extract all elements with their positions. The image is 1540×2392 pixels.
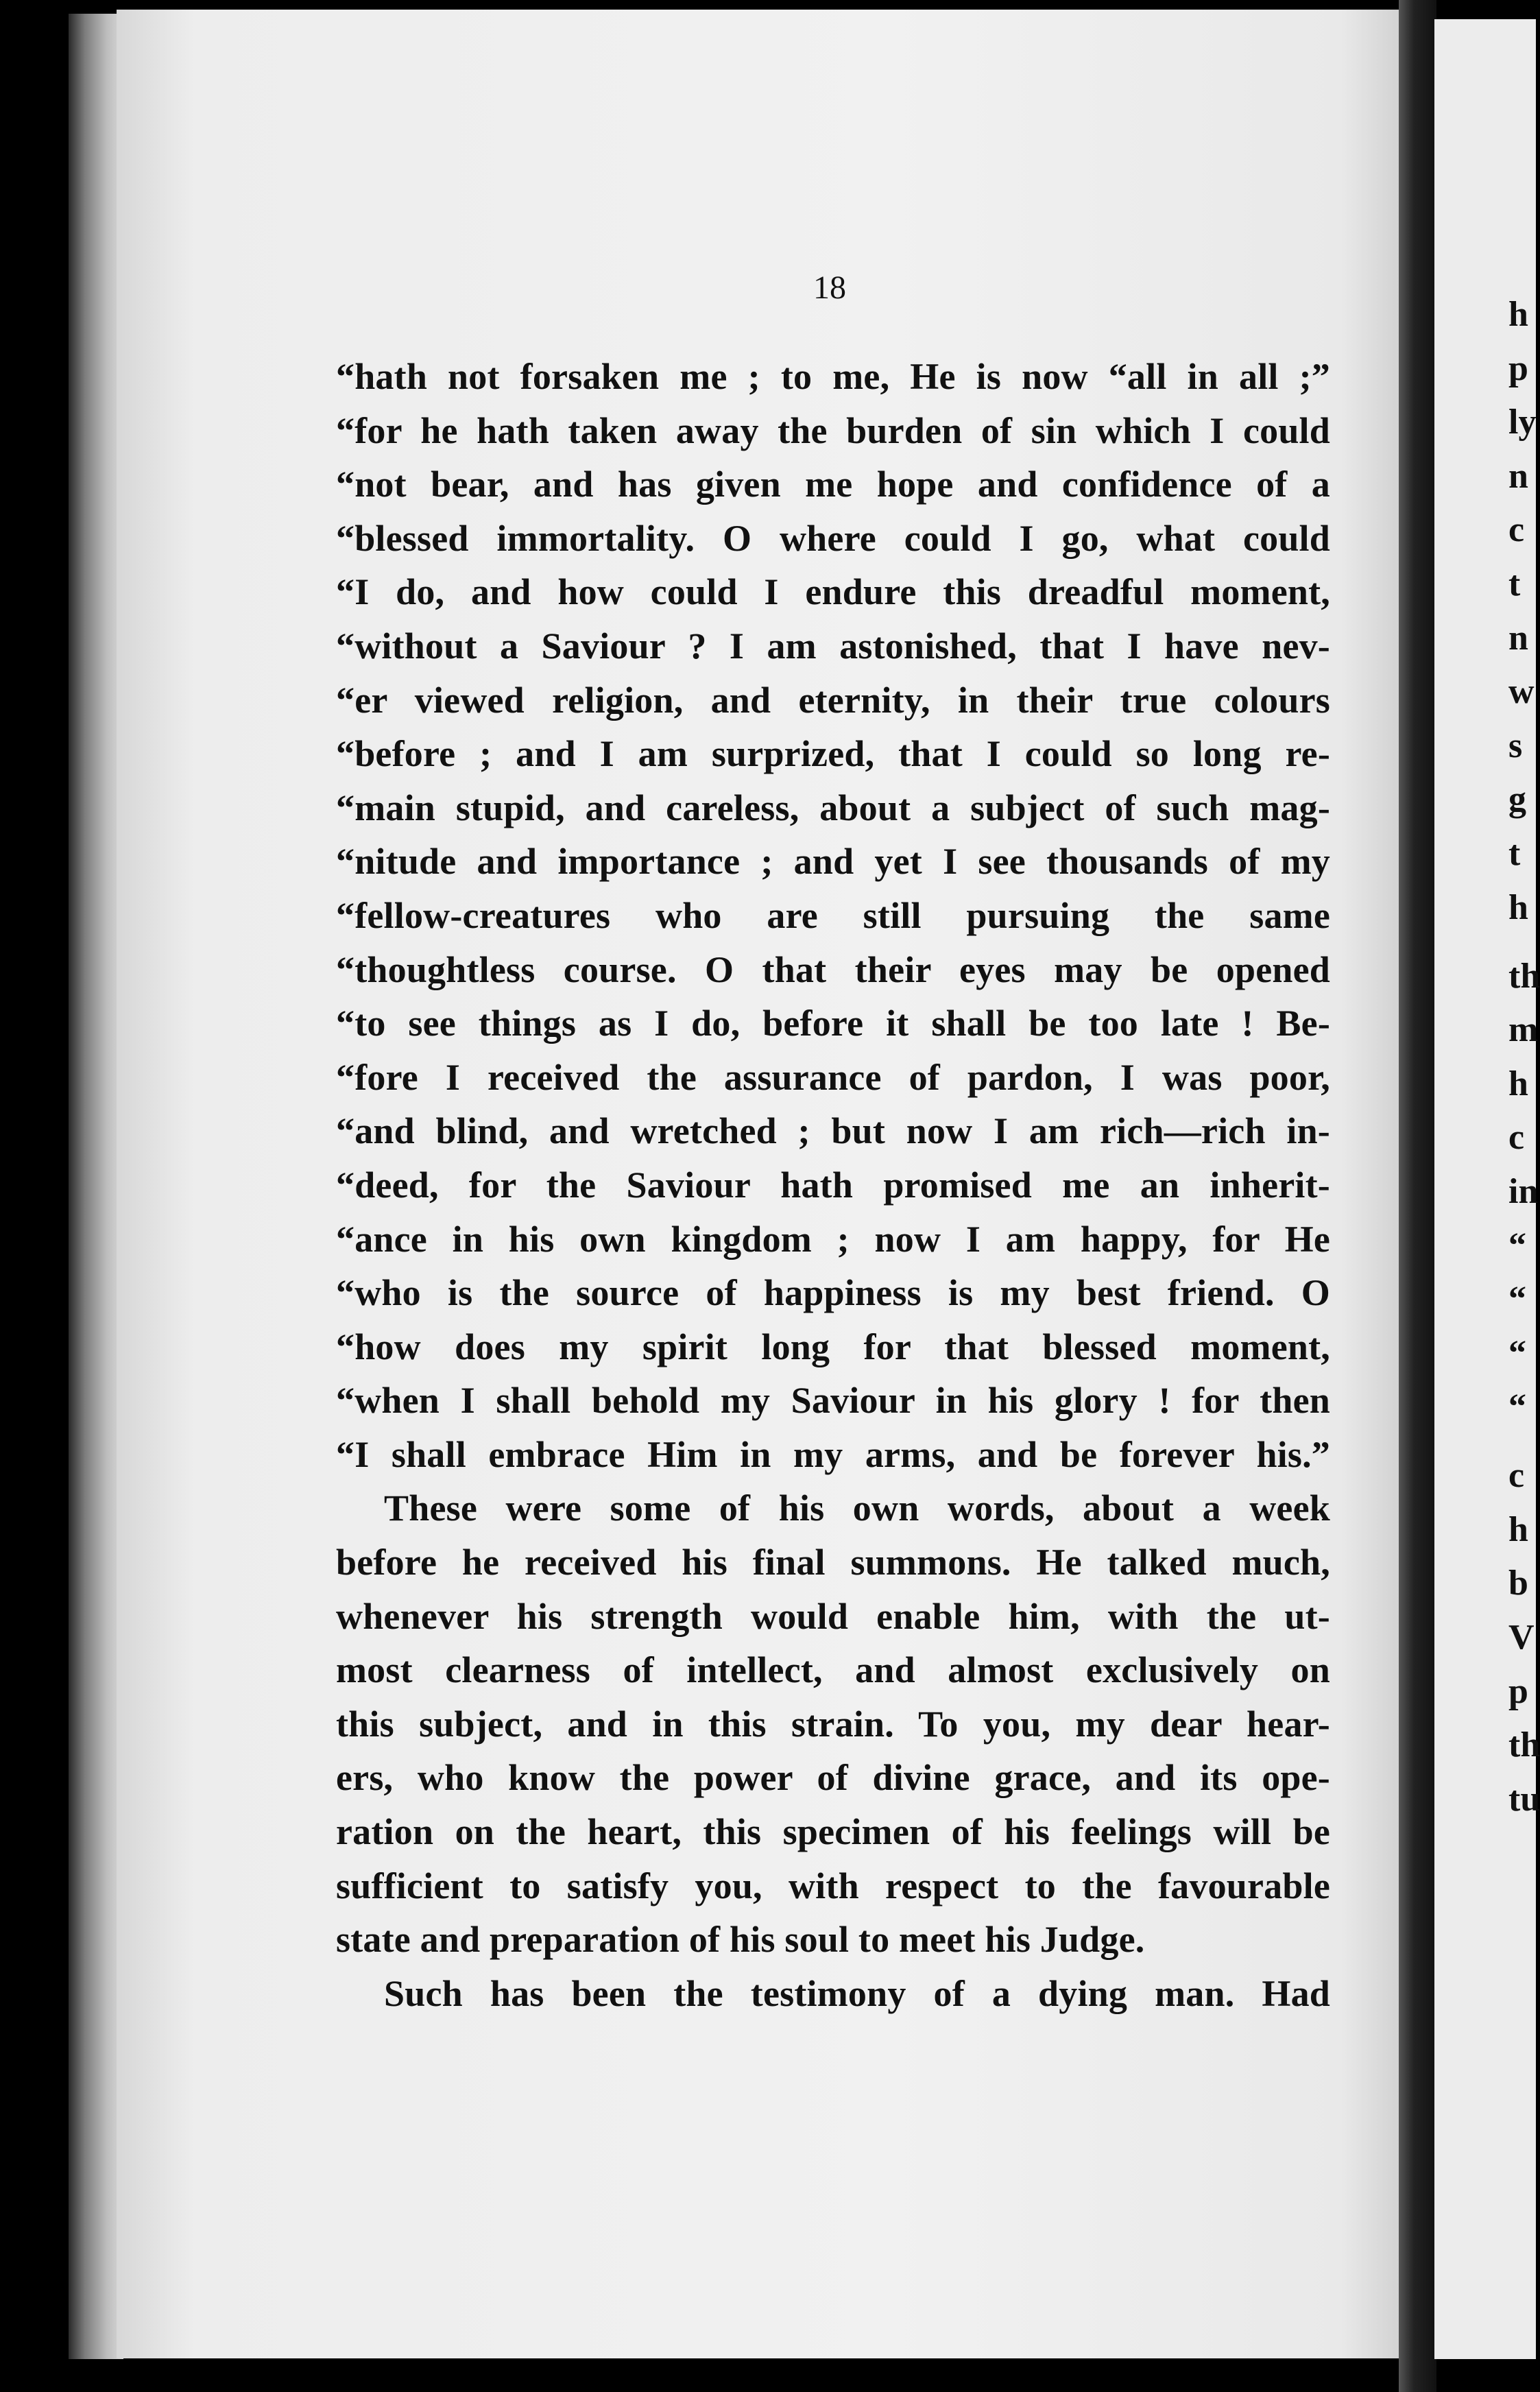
book-gutter [1399, 0, 1436, 2392]
fragment: “ [1508, 1280, 1526, 1319]
text-line: “I shall embrace Him in my arms, and be forever his.” [336, 1433, 1330, 1475]
fragment: h [1508, 887, 1528, 927]
fragment: V [1508, 1618, 1535, 1658]
text-line: “thoughtless course. O that their eyes may be opened [336, 948, 1330, 990]
text-line: this subject, and in this strain. To you, my dear hear- [336, 1703, 1330, 1745]
text-line: “main stupid, and careless, about a subject of such mag- [336, 787, 1330, 828]
text-line: “hath not forsaken me ; to me, He is now “all in all ;” [336, 356, 1330, 397]
text-line: “without a Saviour ? I am astonished, that I have nev- [336, 625, 1330, 667]
text-line: most clearness of intellect, and almost exclusively on [336, 1649, 1330, 1691]
fragment: t [1508, 833, 1521, 873]
fragment: in [1508, 1171, 1539, 1211]
fragment: ly [1508, 403, 1537, 442]
fragment: s [1508, 726, 1523, 765]
text-line: ration on the heart, this specimen of his feelings will be [336, 1811, 1330, 1853]
text-line: whenever his strength would enable him, with the ut- [336, 1595, 1330, 1637]
text-line: “before ; and I am surprized, that I could so long re- [336, 733, 1330, 775]
text-line: “deed, for the Saviour hath promised me an inherit- [336, 1164, 1330, 1206]
paragraph-start-line: Such has been the testimony of a dying man. Had [384, 1972, 1330, 2014]
fragment: “ [1508, 1333, 1526, 1373]
fragment: t [1508, 564, 1521, 603]
text-line: before he received his final summons. He talked much, [336, 1542, 1330, 1583]
text-line: “fore I received the assurance of pardon, I was poor, [336, 1056, 1330, 1098]
paragraph-end-line: state and preparation of his soul to meet his Judge. [336, 1919, 1145, 1961]
fragment: “ [1508, 1225, 1526, 1265]
text-line: ers, who know the power of divine grace, and its ope- [336, 1757, 1330, 1799]
text-line: “who is the source of happiness is my best friend. O [336, 1272, 1330, 1314]
fragment: h [1508, 1509, 1528, 1549]
fragment: th [1508, 956, 1540, 996]
fragment: tu [1508, 1779, 1540, 1819]
fragment: b [1508, 1564, 1528, 1603]
text-line: “to see things as I do, before it shall be too late ! Be- [336, 1003, 1330, 1044]
text-line: “how does my spirit long for that blessed moment, [336, 1326, 1330, 1367]
fragment: p [1508, 1671, 1528, 1711]
fragment: n [1508, 618, 1528, 658]
fragment: h [1508, 295, 1528, 334]
text-line: “fellow-creatures who are still pursuing the same [336, 894, 1330, 936]
paragraph-start-line: These were some of his own words, about a week [384, 1487, 1330, 1529]
fragment: n [1508, 456, 1528, 496]
page-number: 18 [813, 270, 846, 306]
fragment: w [1508, 672, 1535, 712]
text-line: “nitude and importance ; and yet I see thousands of my [336, 841, 1330, 883]
page-edge-shadow [69, 14, 123, 2359]
text-line: “for he hath taken away the burden of sin which I could [336, 409, 1330, 451]
fragment: c [1508, 1456, 1525, 1496]
text-line: “ance in his own kingdom ; now I am happy, for He [336, 1218, 1330, 1260]
fragment: p [1508, 348, 1528, 388]
fragment: g [1508, 780, 1526, 820]
text-line: “and blind, and wretched ; but now I am rich—rich in- [336, 1110, 1330, 1152]
fragment: c [1508, 510, 1525, 550]
text-line: “er viewed religion, and eternity, in their true colours [336, 679, 1330, 721]
body-text [336, 350, 1330, 2020]
text-line: “when I shall behold my Saviour in his glory ! for then [336, 1380, 1330, 1422]
text-line: “I do, and how could I endure this dreadful moment, [336, 571, 1330, 613]
text-line: sufficient to satisfy you, with respect to the favourable [336, 1865, 1330, 1906]
fragment: m [1508, 1010, 1539, 1050]
fragment: th [1508, 1725, 1540, 1765]
text-line: “blessed immortality. O where could I go, what could [336, 517, 1330, 559]
fragment: c [1508, 1118, 1525, 1158]
text-line: “not bear, and has given me hope and confidence of a [336, 464, 1330, 505]
fragment: h [1508, 1064, 1528, 1103]
fragment: “ [1508, 1387, 1526, 1427]
right-page-text-fragments [1508, 288, 1540, 1826]
